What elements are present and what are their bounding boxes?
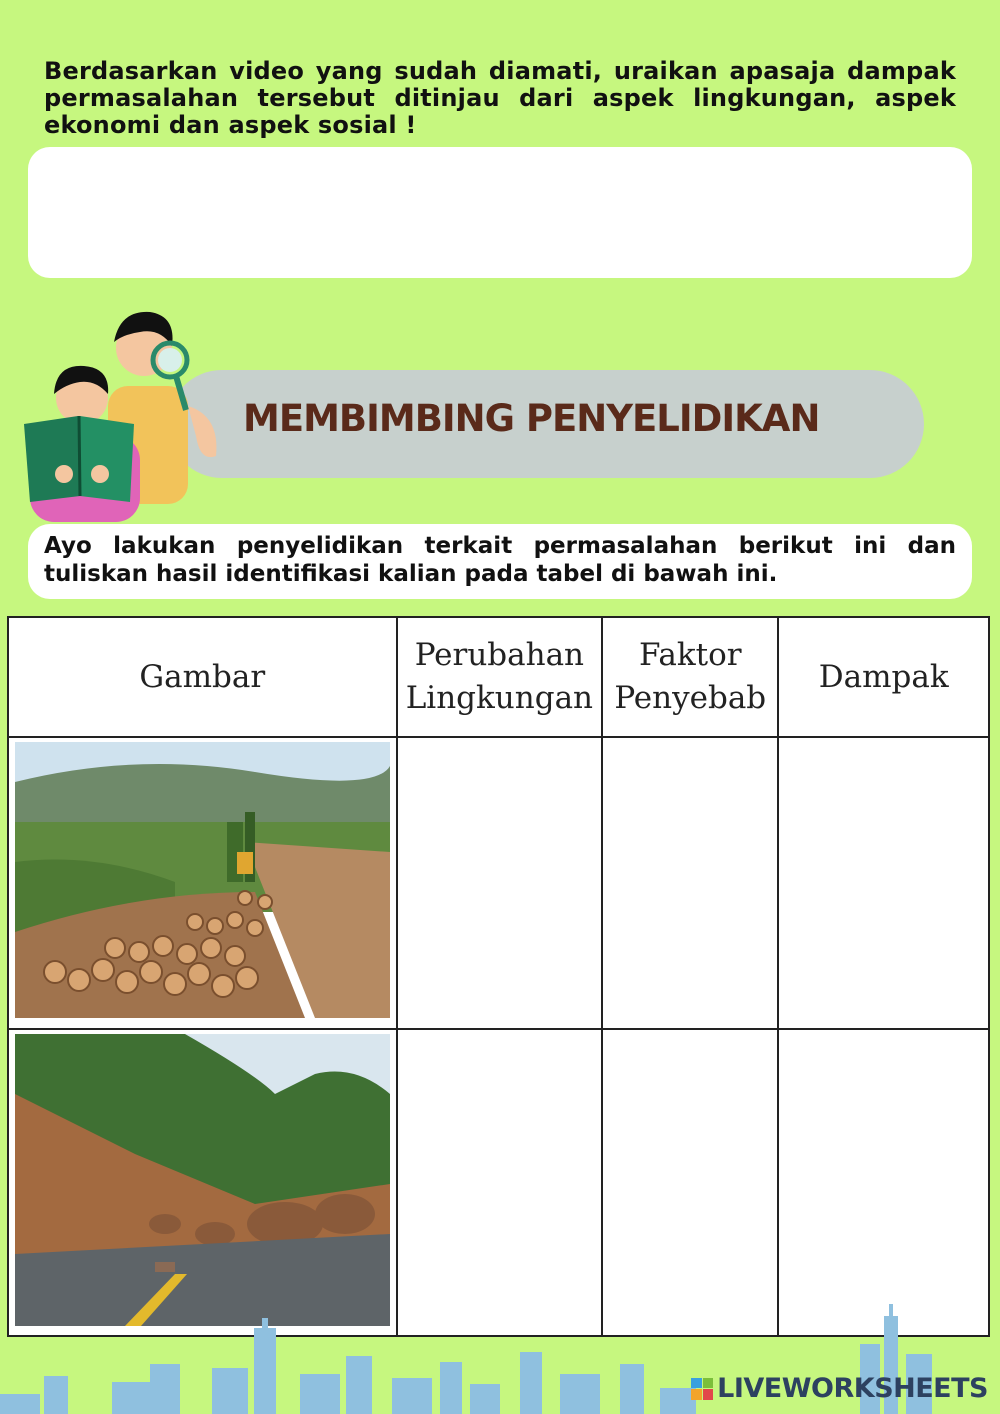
header-faktor-line2: Penyebab: [614, 680, 767, 716]
landslide-photo: [15, 1034, 390, 1326]
brand-name: LIVEWORKSHEETS: [717, 1373, 988, 1404]
image-cell: [8, 737, 397, 1029]
header-perubahan-line1: Perubahan: [414, 637, 585, 673]
logging-photo: [15, 742, 390, 1018]
faktor-cell[interactable]: [602, 737, 778, 1029]
children-reading-illustration: [20, 306, 235, 531]
table-row: [8, 737, 989, 1029]
dampak-cell[interactable]: [778, 737, 989, 1029]
answer-textbox[interactable]: [28, 147, 972, 278]
header-gambar: Gambar: [8, 617, 397, 737]
faktor-cell[interactable]: [602, 1029, 778, 1336]
perubahan-cell[interactable]: [397, 1029, 602, 1336]
header-faktor-line1: Faktor: [638, 637, 742, 673]
image-cell: [8, 1029, 397, 1336]
identification-table: [7, 616, 990, 1337]
perubahan-cell[interactable]: [397, 737, 602, 1029]
dampak-cell[interactable]: [778, 1029, 989, 1336]
table-header-row: [8, 617, 989, 737]
table-row: [8, 1029, 989, 1336]
header-perubahan-lingkungan: [397, 617, 602, 737]
header-faktor-penyebab: [602, 617, 778, 737]
instruction-text: Ayo lakukan penyelidikan terkait permasalahan berikut ini dan tuliskan hasil identifikasi kalian pada tabel di bawah ini.: [44, 533, 956, 587]
question-text: Berdasarkan video yang sudah diamati, uraikan apasaja dampak permasalahan tersebut ditinjau dari aspek lingkungan, aspek ekonomi dan aspek sosial !: [44, 57, 956, 139]
header-perubahan-line2: Lingkungan: [405, 680, 594, 716]
brand-grid-icon: [691, 1378, 713, 1400]
liveworksheets-logo: [691, 1373, 988, 1404]
header-dampak: Dampak: [778, 617, 989, 737]
section-title: MEMBIMBING PENYELIDIKAN: [243, 397, 820, 440]
